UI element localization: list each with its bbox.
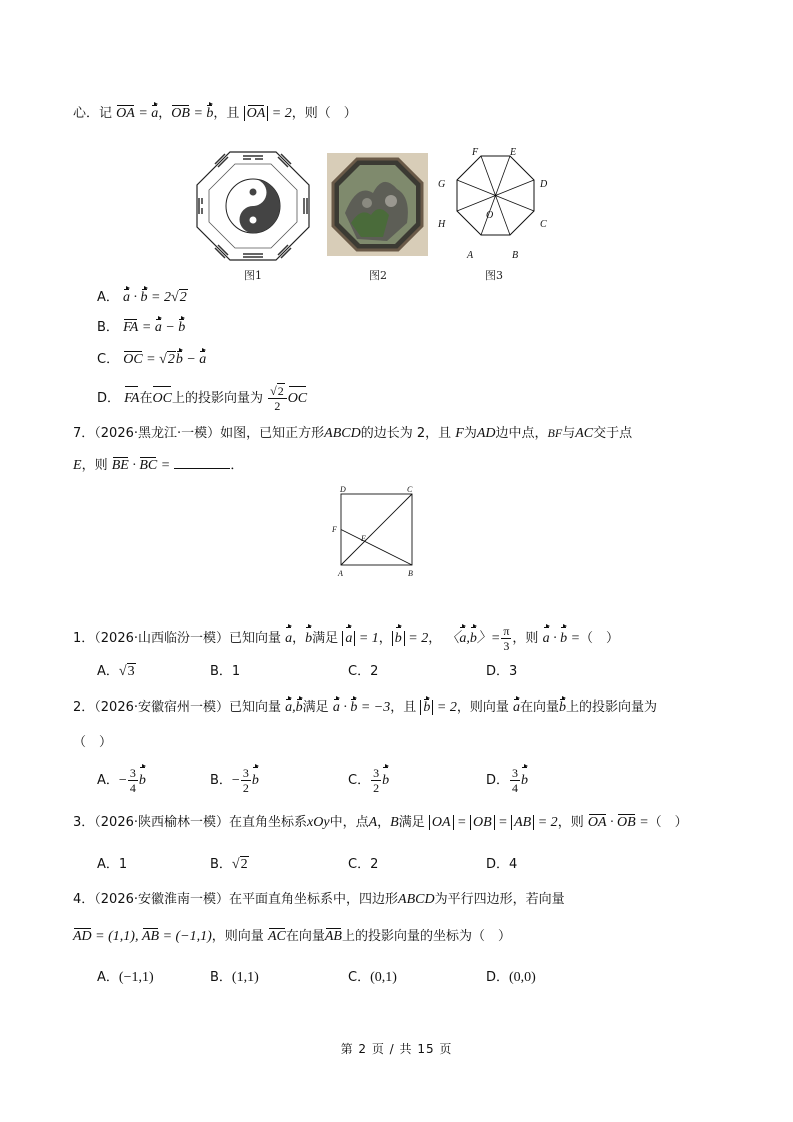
q4-stem-line1: 4．（2026·安徽淮南一模）在平面直角坐标系中，四边形ABCD为平行四边形，若向量 <box>73 892 565 907</box>
formula-be-dot-bc: BE · BC = <box>112 458 170 473</box>
formula-abs-b-2: b = 2 <box>420 700 456 715</box>
fig3-label-E: E <box>510 147 517 158</box>
q6-stem: 心．记 OA = a，OB = b，且 OA = 2，则（ ） <box>73 104 357 124</box>
q4-stem-line2: AD = (1,1), AB = (−1,1)，则向量 AC在向量AB上的投影向量的坐标为（ ） <box>73 927 511 947</box>
fig3-label-D: D <box>540 179 548 190</box>
formula-oa-dot-ob: OA · OB = <box>588 815 649 830</box>
fig3-label-A: A <box>467 250 474 261</box>
q6-option-c: C． OC = √2b − a <box>97 350 206 370</box>
q3-option-b[interactable]: B．√2 <box>210 857 248 872</box>
square-label-C: C <box>407 486 413 494</box>
square-label-E: E <box>361 534 366 543</box>
figure-square-abcd <box>330 486 420 580</box>
q1-option-c[interactable]: C．2 <box>348 664 379 679</box>
fig3-label-F: F <box>472 147 479 158</box>
q3-option-c[interactable]: C．2 <box>348 857 379 872</box>
q3-option-a[interactable]: A．1 <box>97 857 128 872</box>
formula-ob-eq-b: OB = b <box>171 106 213 121</box>
square-label-A: A <box>338 569 343 578</box>
q3-option-d[interactable]: D．4 <box>486 857 518 872</box>
q2-stem-line1: 2．（2026·安徽宿州一模）已知向量 a,b满足 a · b = −3，且 b = 2，则向量 a在向量b上的投影向量为 <box>73 698 657 718</box>
q1-option-d[interactable]: D．3 <box>486 664 518 679</box>
figure-2-caption: 图2 <box>369 269 387 282</box>
formula-abs-a: a = 1 <box>342 631 378 646</box>
formula-abs-b: b = 2 <box>392 631 428 646</box>
q4-option-a[interactable]: A．(−1,1) <box>97 970 154 985</box>
q6-option-a: A． a · b = 2√2 <box>97 288 188 308</box>
q7-stem-line1: 7．（2026·黑龙江·一模）如图，已知正方形ABCD的边长为 2，且 F为AD边中点，BF与AC交于点 <box>73 426 633 441</box>
formula-sqrt2-over-2: $\frac{√2}{2}$ <box>268 384 287 413</box>
figure-1-caption: 图1 <box>244 269 262 282</box>
formula-q6-a: a · b = 2√2 <box>123 290 188 305</box>
formula-a-dot-b: a · b = −3 <box>333 700 390 715</box>
q1-stem: 1．（2026·山西临汾一模）已知向量 a，b满足 a = 1， b = 2， 〈a,b〉= $\frac{\pi}{3}$ ，则 a · b =（ ） <box>73 624 620 653</box>
figure-2-photo <box>327 153 428 256</box>
square-label-B: B <box>408 569 413 578</box>
page-footer: 第 2 页 / 共 15 页 <box>340 1042 453 1056</box>
formula-oa-eq-a: OA = a <box>116 106 158 121</box>
formula-q6-b: FA = a − b <box>123 320 185 335</box>
formula-q6-c: OC = √2b − a <box>123 352 206 367</box>
fig3-label-C: C <box>540 219 547 230</box>
q1-option-a[interactable]: A．√3 <box>97 664 135 679</box>
fig3-label-G: G <box>438 179 446 190</box>
fig3-label-B: B <box>512 250 519 261</box>
answer-blank[interactable] <box>174 456 230 469</box>
q3-stem: 3．（2026·陕西榆林一模）在直角坐标系xOy中，点A，B满足 OA = OB = AB = 2，则 OA · OB =（ ） <box>73 813 688 833</box>
q1-option-b[interactable]: B．1 <box>210 664 241 679</box>
q4-option-c[interactable]: C．(0,1) <box>348 970 397 985</box>
square-label-F: F <box>332 525 337 534</box>
formula-ad-ab: AD = (1,1), AB = (−1,1) <box>73 929 212 944</box>
figure-3-caption: 图3 <box>485 269 503 282</box>
q2-option-d[interactable]: D． $\frac{3}{4}$ b <box>486 766 529 795</box>
q6-option-d: D． FA在OC上的投影向量为 $\frac{√2}{2}$ OC <box>97 384 308 413</box>
q2-stem-line2: （ ） <box>73 735 113 750</box>
q4-option-d[interactable]: D．(0,0) <box>486 970 536 985</box>
q2-option-a[interactable]: A．− $\frac{3}{4}$ b <box>97 766 146 795</box>
q6-option-b: B． FA = a − b <box>97 318 185 338</box>
q7-stem-line2: E，则 BE · BC = ． <box>73 456 243 476</box>
q4-option-b[interactable]: B．(1,1) <box>210 970 259 985</box>
formula-angle-ab: 〈a,b〉= <box>445 631 500 646</box>
figure-1-bagua <box>195 150 311 262</box>
formula-abs-oa-ob-ab: OA = OB = AB = 2 <box>429 815 558 830</box>
fig3-label-H: H <box>438 219 446 230</box>
figure-3-octagon <box>430 145 555 263</box>
fig3-label-O: O <box>486 210 494 221</box>
formula-abs-oa: OA = 2 <box>244 106 292 121</box>
q2-option-b[interactable]: B．− $\frac{3}{2}$ b <box>210 766 259 795</box>
square-label-D: D <box>340 486 346 494</box>
q2-option-c[interactable]: C． $\frac{3}{2}$ b <box>348 766 390 795</box>
